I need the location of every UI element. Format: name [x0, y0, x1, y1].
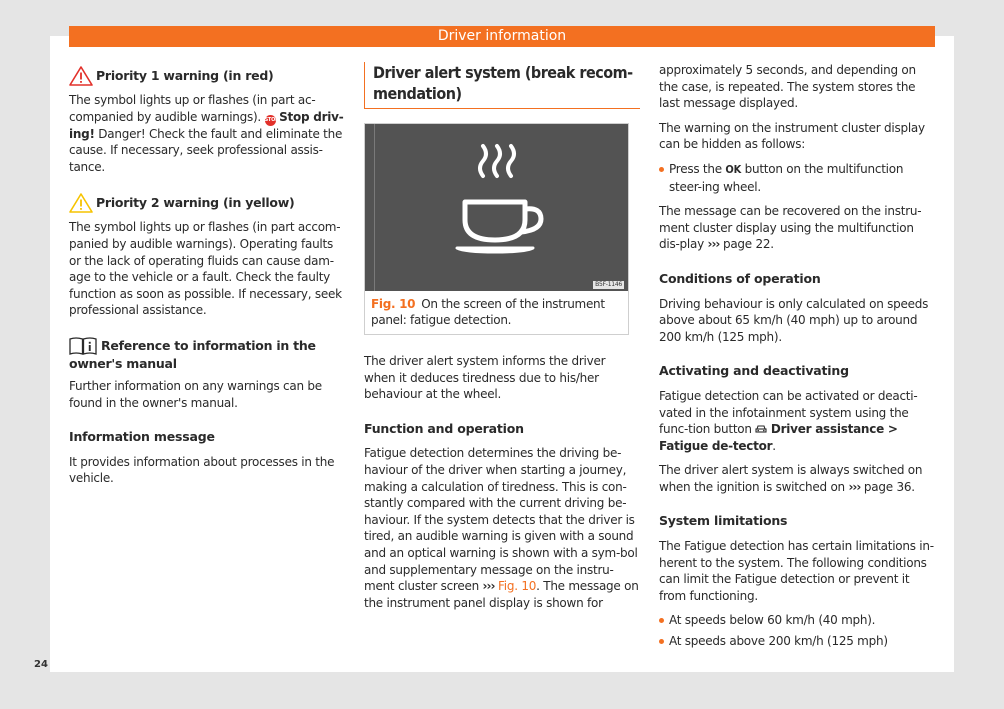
page-ref-link[interactable]: page 36.: [863, 479, 915, 494]
information-message-text: It provides information about processes in the vehicle.: [69, 454, 335, 486]
always-on-text-a: The driver alert system is always switched on when the ignition is switched on: [659, 463, 923, 494]
priority-1-text-b: Danger! Check the fault and eliminate the cause. If necessary, seek professional assis-tance.: [69, 126, 343, 174]
list-item: At speeds above 200 km/h (125 mph): [659, 633, 937, 650]
priority-2-heading: [69, 193, 345, 213]
priority-1-heading: [69, 66, 345, 86]
hide-step-b: button on the multifunction steer-ing wheel.: [669, 161, 904, 194]
coffee-cup-icon: [365, 124, 628, 291]
conditions-text: Driving behaviour is only calculated on speeds above about 65 km/h (40 mph) up to around 200 km/h (125 mph).: [659, 296, 929, 344]
priority-2-text: The symbol lights up or flashes (in part accom-panied by audible warnings). Operating faults or the lack of operating fluids can cause dam-age to the vehicle or a fault. Check the faulty function as soon as possible. If necessary, seek professional assistance.: [69, 220, 342, 318]
page-number: 24: [34, 659, 48, 670]
column-3: [659, 63, 937, 658]
conditions-heading: Conditions of operation: [659, 270, 821, 286]
figure-link[interactable]: Fig. 10: [497, 579, 537, 594]
hide-step: [659, 161, 937, 195]
stop-icon: STOP: [265, 115, 276, 126]
cross-ref-arrows: ›››: [707, 237, 720, 252]
reference-text: Further information on any warnings can be found in the owner's manual.: [69, 378, 322, 410]
hide-text: The warning on the instrument cluster display can be hidden as follows:: [659, 120, 925, 152]
section-header: Driver information: [69, 26, 935, 47]
figure-code: B5F-1146: [595, 281, 622, 288]
stop-driving-label: Stop driv-ing!: [69, 109, 344, 141]
limitations-text: The Fatigue detection has certain limitations in-herent to the system. The following conditions can limit the Fatigue detection or prevent it from functioning.: [659, 539, 934, 603]
figure-label: Fig. 10: [371, 297, 416, 311]
function-text-a: Fatigue detection determines the driving be-haviour of the driver when starting a journey, making a calculation of tiredness. This is con-stantly compared with the current driving be-haviour. If the system detects that the driver is tired, an audible warning is given with a sound and an optical warning is shown with a sym-bol and supplementary message on the instru-ment cluster screen: [364, 446, 638, 594]
page-ref-link[interactable]: page 22.: [722, 237, 774, 252]
cross-ref-arrows: ›››: [482, 579, 495, 594]
figure-10: [364, 123, 629, 335]
always-on-text: [659, 462, 937, 495]
priority-1-text-a: The symbol lights up or flashes (in part ac-companied by audible warnings).: [69, 93, 316, 124]
cross-ref-arrows: ›››: [848, 479, 861, 494]
figure-caption-text: On the screen of the instrument panel: fatigue detection.: [371, 297, 605, 327]
activating-text-a: Fatigue detection can be activated or deacti-vated in the infotainment system using the func-tion button: [659, 388, 918, 437]
yellow-warning-triangle-icon: [69, 193, 93, 213]
intro-text: The driver alert system informs the driver when it deduces tiredness due to his/her behaviour at the wheel.: [364, 354, 606, 402]
section-title: Driver alert system (break recom-mendation): [364, 62, 640, 109]
column-2: [364, 63, 640, 619]
instrument-panel-screen: [365, 124, 628, 291]
reference-title: Reference to information in the owner's manual: [69, 337, 316, 371]
hide-step-a: Press the: [669, 161, 722, 176]
function-text-b: . The message on the instrument panel display is shown for: [364, 579, 639, 610]
function-heading: Function and operation: [364, 420, 524, 436]
figure-caption: [365, 291, 628, 334]
continuation-text: approximately 5 seconds, and depending on the case, is repeated. The system stores the last message displayed.: [659, 63, 916, 111]
activating-heading: Activating and deactivating: [659, 363, 849, 379]
manual-book-icon: [69, 337, 97, 355]
column-1: [69, 66, 345, 495]
activating-end: .: [772, 438, 776, 453]
limitations-heading: System limitations: [659, 513, 788, 529]
ok-button-icon: OK: [725, 162, 742, 176]
priority-2-title: Priority 2 warning (in yellow): [96, 195, 295, 211]
function-text: [364, 445, 640, 611]
car-settings-icon: [755, 423, 767, 434]
list-item: At speeds below 60 km/h (40 mph).: [659, 612, 937, 629]
reference-heading: [69, 337, 345, 372]
recover-text-a: The message can be recovered on the instru-ment cluster display using the multifunction dis-play: [659, 204, 922, 252]
recover-text: [659, 203, 937, 253]
activating-text: [659, 388, 937, 454]
priority-1-title: Priority 1 warning (in red): [96, 67, 274, 83]
menu-path: Driver assistance > Fatigue de-tector: [659, 422, 898, 453]
priority-1-text: [69, 92, 345, 175]
red-warning-triangle-icon: [69, 66, 93, 86]
information-message-heading: Information message: [69, 429, 215, 445]
